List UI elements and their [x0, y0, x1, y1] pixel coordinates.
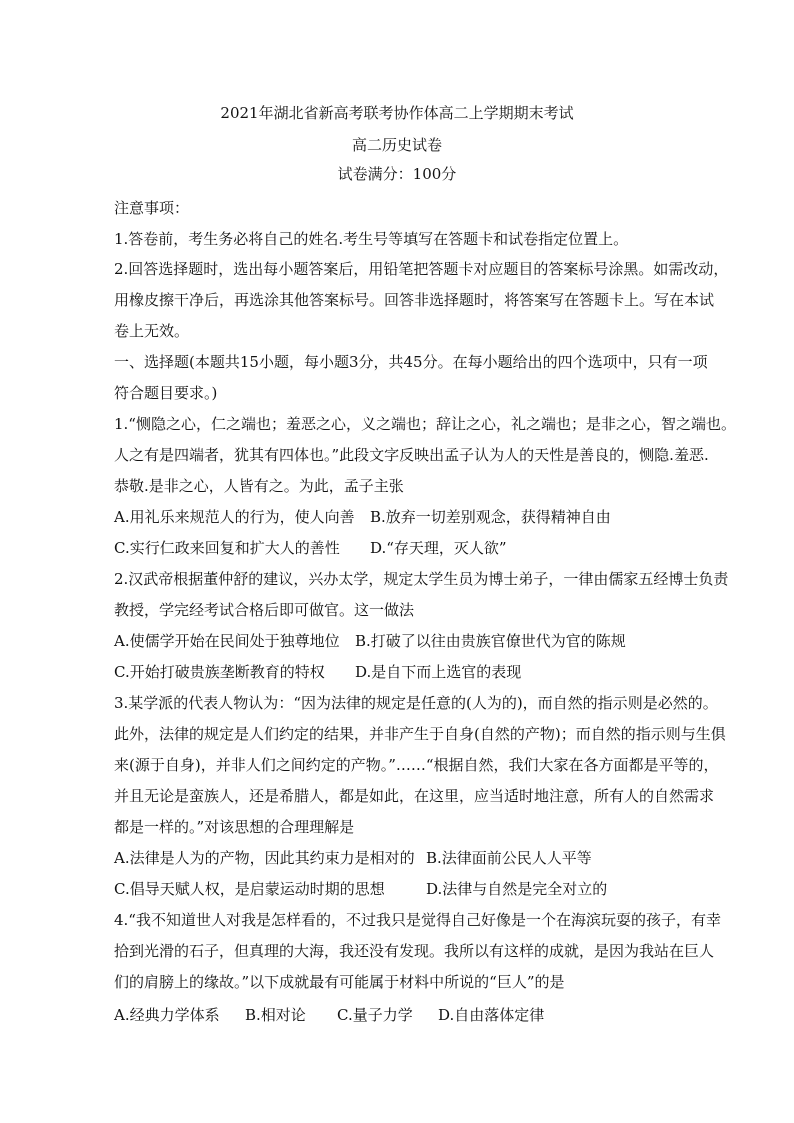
exam-title: 2021年湖北省新高考联考协作体高二上学期期末考试: [220, 104, 574, 122]
q1-option-c: C.实行仁政来回复和扩大人的善性: [114, 539, 340, 557]
q1-stem-line-3: 恭敬.是非之心，人皆有之。为此，孟子主张: [114, 477, 404, 495]
q1-option-b: B.放弃一切差别观念，获得精神自由: [370, 508, 611, 526]
q3-option-a: A.法律是人为的产物，因此其约束力是相对的: [114, 849, 415, 867]
q4-option-b: B.相对论: [245, 1006, 306, 1024]
q1-stem-line-1: 1.“恻隐之心，仁之端也；羞恶之心，义之端也；辞让之心，礼之端也；是非之心，智之端也。: [114, 415, 736, 433]
notice-item-2-line-2: 用橡皮擦干净后，再选涂其他答案标号。回答非选择题时，将答案写在答题卡上。写在本试: [114, 291, 715, 309]
notice-heading: 注意事项：: [114, 199, 190, 217]
q2-option-c: C.开始打破贵族垄断教育的特权: [114, 663, 325, 681]
section-heading-line-1: 一、选择题(本题共15小题，每小题3分，共45分。在每小题给出的四个选项中，只有一项: [114, 353, 708, 371]
q4-stem-line-1: 4.“我不知道世人对我是怎样看的，不过我只是觉得自己好像是一个在海滨玩耍的孩子，有幸: [114, 911, 721, 929]
q4-option-c: C.量子力学: [337, 1006, 413, 1024]
exam-subject: 高二历史试卷: [351, 136, 442, 154]
q3-stem-line-5: 都是一样的。”对该思想的合理理解是: [114, 818, 355, 836]
q3-stem-line-3: 来(源于自身)，并非人们之间约定的产物。”……“根据自然，我们大家在各方面都是平等的，: [114, 756, 719, 774]
q4-stem-line-3: 们的肩膀上的缘故。”以下成就最有可能属于材料中所说的“巨人”的是: [114, 973, 565, 991]
q3-stem-line-2: 此外，法律的规定是人们约定的结果，并非产生于自身(自然的产物)；而自然的指示则与生俱: [114, 725, 726, 743]
q4-option-a: A.经典力学体系: [114, 1006, 220, 1024]
q1-option-d: D.“存天理，灭人欲”: [370, 539, 507, 557]
q2-option-a: A.使儒学开始在民间处于独尊地位: [114, 632, 340, 650]
q3-option-d: D.法律与自然是完全对立的: [426, 880, 608, 898]
exam-score: 试卷满分：100分: [337, 165, 457, 183]
q2-option-b: B.打破了以往由贵族官僚世代为官的陈规: [355, 632, 626, 650]
q2-stem-line-2: 教授，学完经考试合格后即可做官。这一做法: [114, 601, 415, 619]
q1-stem-line-2: 人之有是四端者，犹其有四体也。”此段文字反映出孟子认为人的天性是善良的，恻隐.羞恶.: [114, 446, 709, 464]
q4-stem-line-2: 拾到光滑的石子，但真理的大海，我还没有发现。我所以有这样的成就，是因为我站在巨人: [114, 942, 715, 960]
q3-stem-line-1: 3.某学派的代表人物认为：“因为法律的规定是任意的(人为的)，而自然的指示则是必然的。: [114, 694, 718, 712]
notice-item-1: 1.答卷前，考生务必将自己的姓名.考生号等填写在答题卡和试卷指定位置上。: [114, 230, 629, 248]
q2-option-d: D.是自下而上选官的表现: [355, 663, 522, 681]
q4-option-d: D.自由落体定律: [438, 1006, 545, 1024]
q3-option-c: C.倡导天赋人权，是启蒙运动时期的思想: [114, 880, 385, 898]
section-heading-line-2: 符合题目要求。): [114, 384, 218, 402]
q3-stem-line-4: 并且无论是蛮族人，还是希腊人，都是如此，在这里，应当适时地注意，所有人的自然需求: [114, 787, 715, 805]
q2-stem-line-1: 2.汉武帝根据董仲舒的建议，兴办太学，规定太学生员为博士弟子，一律由儒家五经博士负责: [114, 570, 729, 588]
notice-item-2-line-3: 卷上无效。: [114, 322, 190, 340]
q1-option-a: A.用礼乐来规范人的行为，使人向善: [114, 508, 355, 526]
notice-item-2-line-1: 2.回答选择题时，选出每小题答案后，用铅笔把答题卡对应题目的答案标号涂黑。如需改动，: [114, 260, 729, 278]
q3-option-b: B.法律面前公民人人平等: [426, 849, 592, 867]
